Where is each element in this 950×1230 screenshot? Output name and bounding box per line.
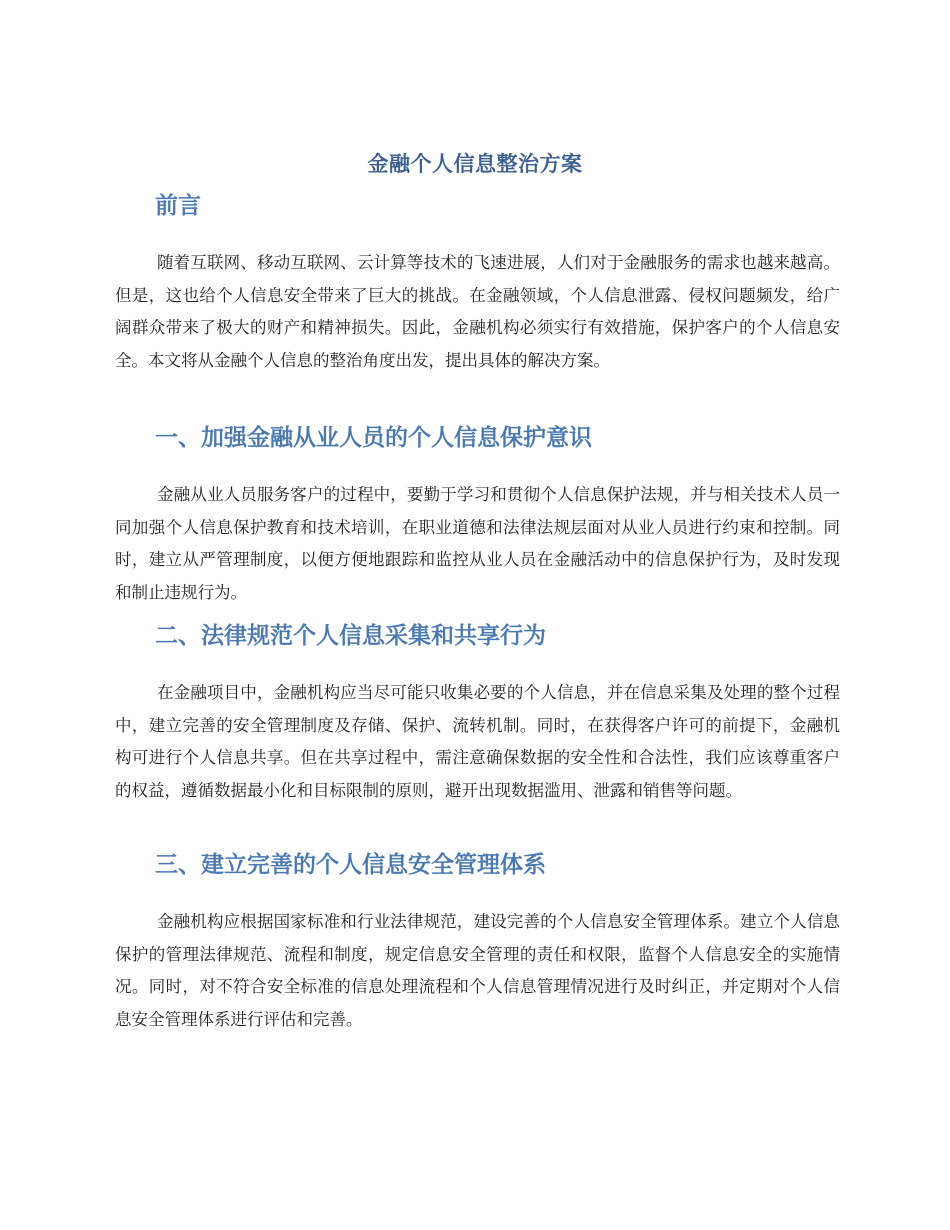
section-paragraph: 金融机构应根据国家标准和行业法律规范，建设完善的个人信息安全管理体系。建立个人信息保护的管理法律规范、流程和制度，规定信息安全管理的责任和权限，监督个人信息安全的实施情况。同时，对不符合安全标准的信息处理流程和个人信息管理情况进行及时纠正，并定期对个人信息安全管理体系进行评估和完善。 xyxy=(115,912,840,1029)
section-3 xyxy=(115,849,840,1036)
section-1 xyxy=(115,422,840,609)
section-heading: 前言 xyxy=(155,193,201,219)
section-preface xyxy=(115,190,840,377)
section-paragraph: 随着互联网、移动互联网、云计算等技术的飞速进展，人们对于金融服务的需求也越来越高。但是，这也给个人信息安全带来了巨大的挑战。在金融领域，个人信息泄露、侵权问题频发，给广阔群众带来了极大的财产和精神损失。因此，金融机构必须实行有效措施，保护客户的个人信息安全。本文将从金融个人信息的整治角度出发，提出具体的解决方案。 xyxy=(115,253,840,370)
section-heading: 三、建立完善的个人信息安全管理体系 xyxy=(155,852,546,878)
section-heading: 一、加强金融从业人员的个人信息保护意识 xyxy=(155,425,592,451)
section-paragraph: 在金融项目中，金融机构应当尽可能只收集必要的个人信息，并在信息采集及处理的整个过程中，建立完善的安全管理制度及存储、保护、流转机制。同时，在获得客户许可的前提下，金融机构可进行个人信息共享。但在共享过程中，需注意确保数据的安全性和合法性，我们应该尊重客户的权益，遵循数据最小化和目标限制的原则，避开出现数据滥用、泄露和销售等问题。 xyxy=(115,683,840,800)
section-paragraph: 金融从业人员服务客户的过程中，要勤于学习和贯彻个人信息保护法规，并与相关技术人员一同加强个人信息保护教育和技术培训，在职业道德和法律法规层面对从业人员进行约束和控制。同时，建立从严管理制度，以便方便地跟踪和监控从业人员在金融活动中的信息保护行为，及时发现和制止违规行为。 xyxy=(115,485,840,602)
section-heading: 二、法律规范个人信息采集和共享行为 xyxy=(155,623,546,649)
document-title: 金融个人信息整治方案 xyxy=(367,152,583,176)
section-2 xyxy=(115,620,840,807)
